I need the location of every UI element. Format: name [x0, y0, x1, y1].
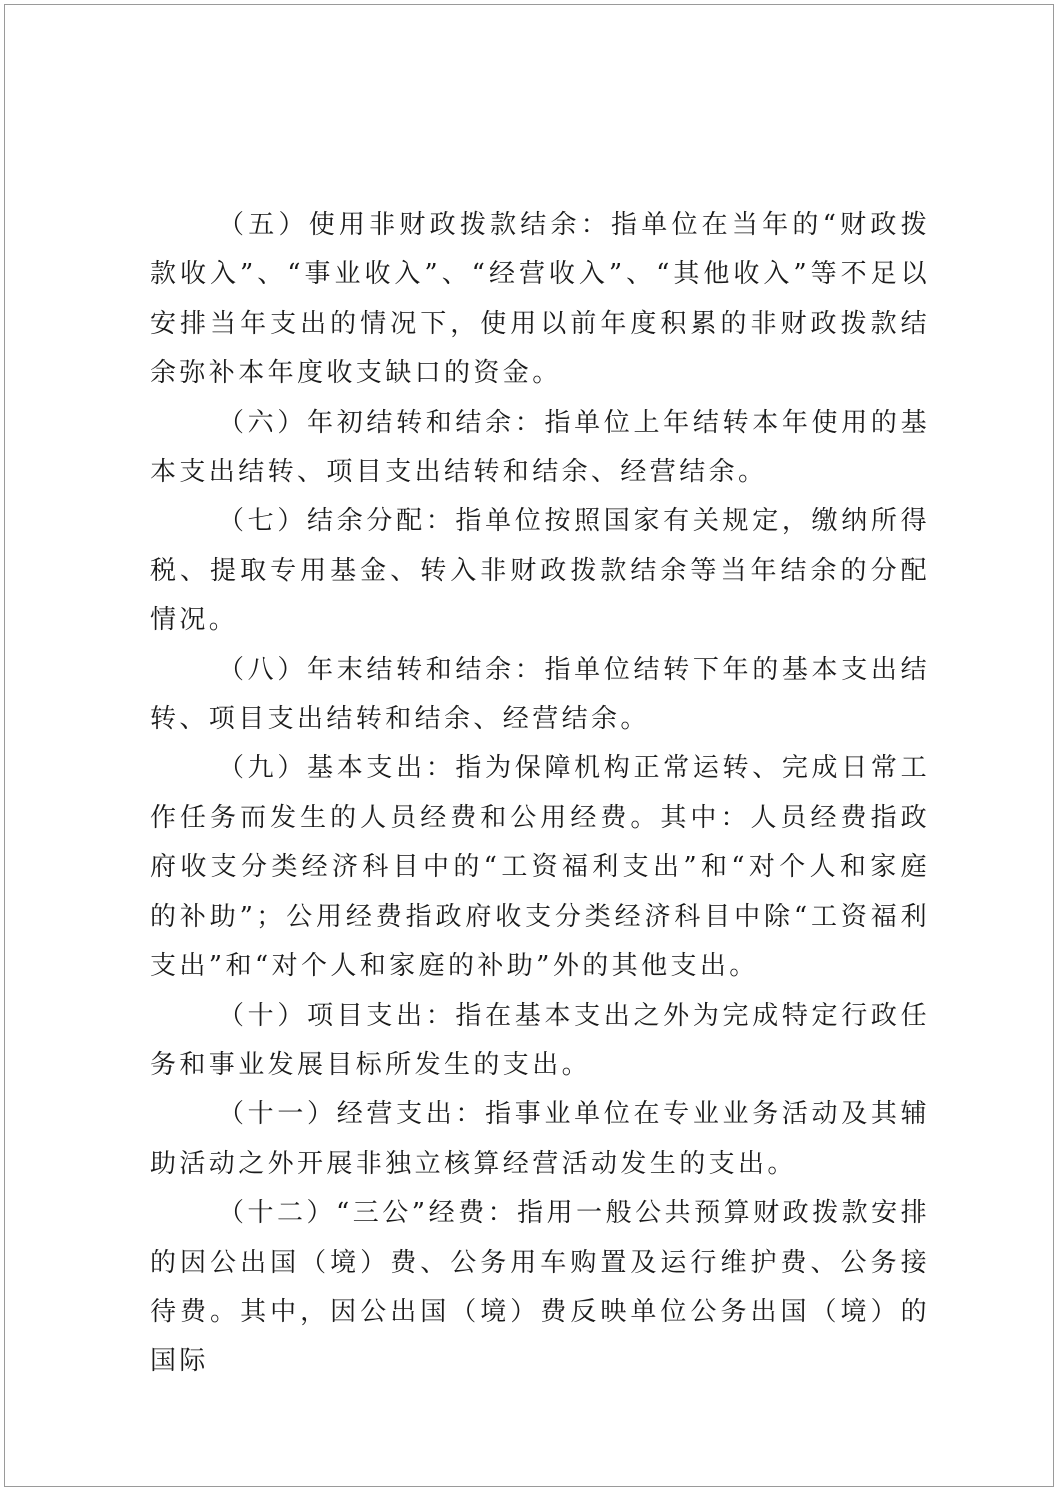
paragraph-project-expenditure: （十）项目支出：指在基本支出之外为完成特定行政任务和事业发展目标所发生的支出。 [150, 1000, 930, 1080]
paragraph-surplus-distribution: （七）结余分配：指单位按照国家有关规定，缴纳所得税、提取专用基金、转入非财政拨款结余等当年结余的分配情况。 [150, 506, 930, 636]
paragraph-closing-carryover: （八）年末结转和结余：指单位结转下年的基本支出结转、项目支出结转和结余、经营结余。 [150, 654, 930, 735]
document-page [4, 4, 1054, 1487]
paragraph-unused-non-fiscal-surplus: （五）使用非财政拨款结余：指单位在当年的“财政拨款收入”、“事业收入”、“经营收入”、“其他收入”等不足以安排当年支出的情况下，使用以前年度积累的非财政拨款结余弥补本年度收支缺口的资金。 [150, 210, 930, 389]
paragraph-operating-expenditure: （十一）经营支出：指事业单位在专业业务活动及其辅助活动之外开展非独立核算经营活动发生的支出。 [150, 1099, 930, 1179]
paragraph-three-public-expenses: （十二）“三公”经费：指用一般公共预算财政拨款安排的因公出国（境）费、公务用车购置及运行维护费、公务接待费。其中，因公出国（境）费反映单位公务出国（境）的国际 [150, 1198, 930, 1377]
paragraph-opening-carryover: （六）年初结转和结余：指单位上年结转本年使用的基本支出结转、项目支出结转和结余、经营结余。 [150, 407, 930, 488]
paragraph-basic-expenditure: （九）基本支出：指为保障机构正常运转、完成日常工作任务而发生的人员经费和公用经费。其中：人员经费指政府收支分类经济科目中的“工资福利支出”和“对个人和家庭的补助”；公用经费指政府收支分类经济科目中除“工资福利支出”和“对个人和家庭的补助”外的其他支出。 [150, 753, 930, 982]
document-body [150, 201, 930, 1387]
